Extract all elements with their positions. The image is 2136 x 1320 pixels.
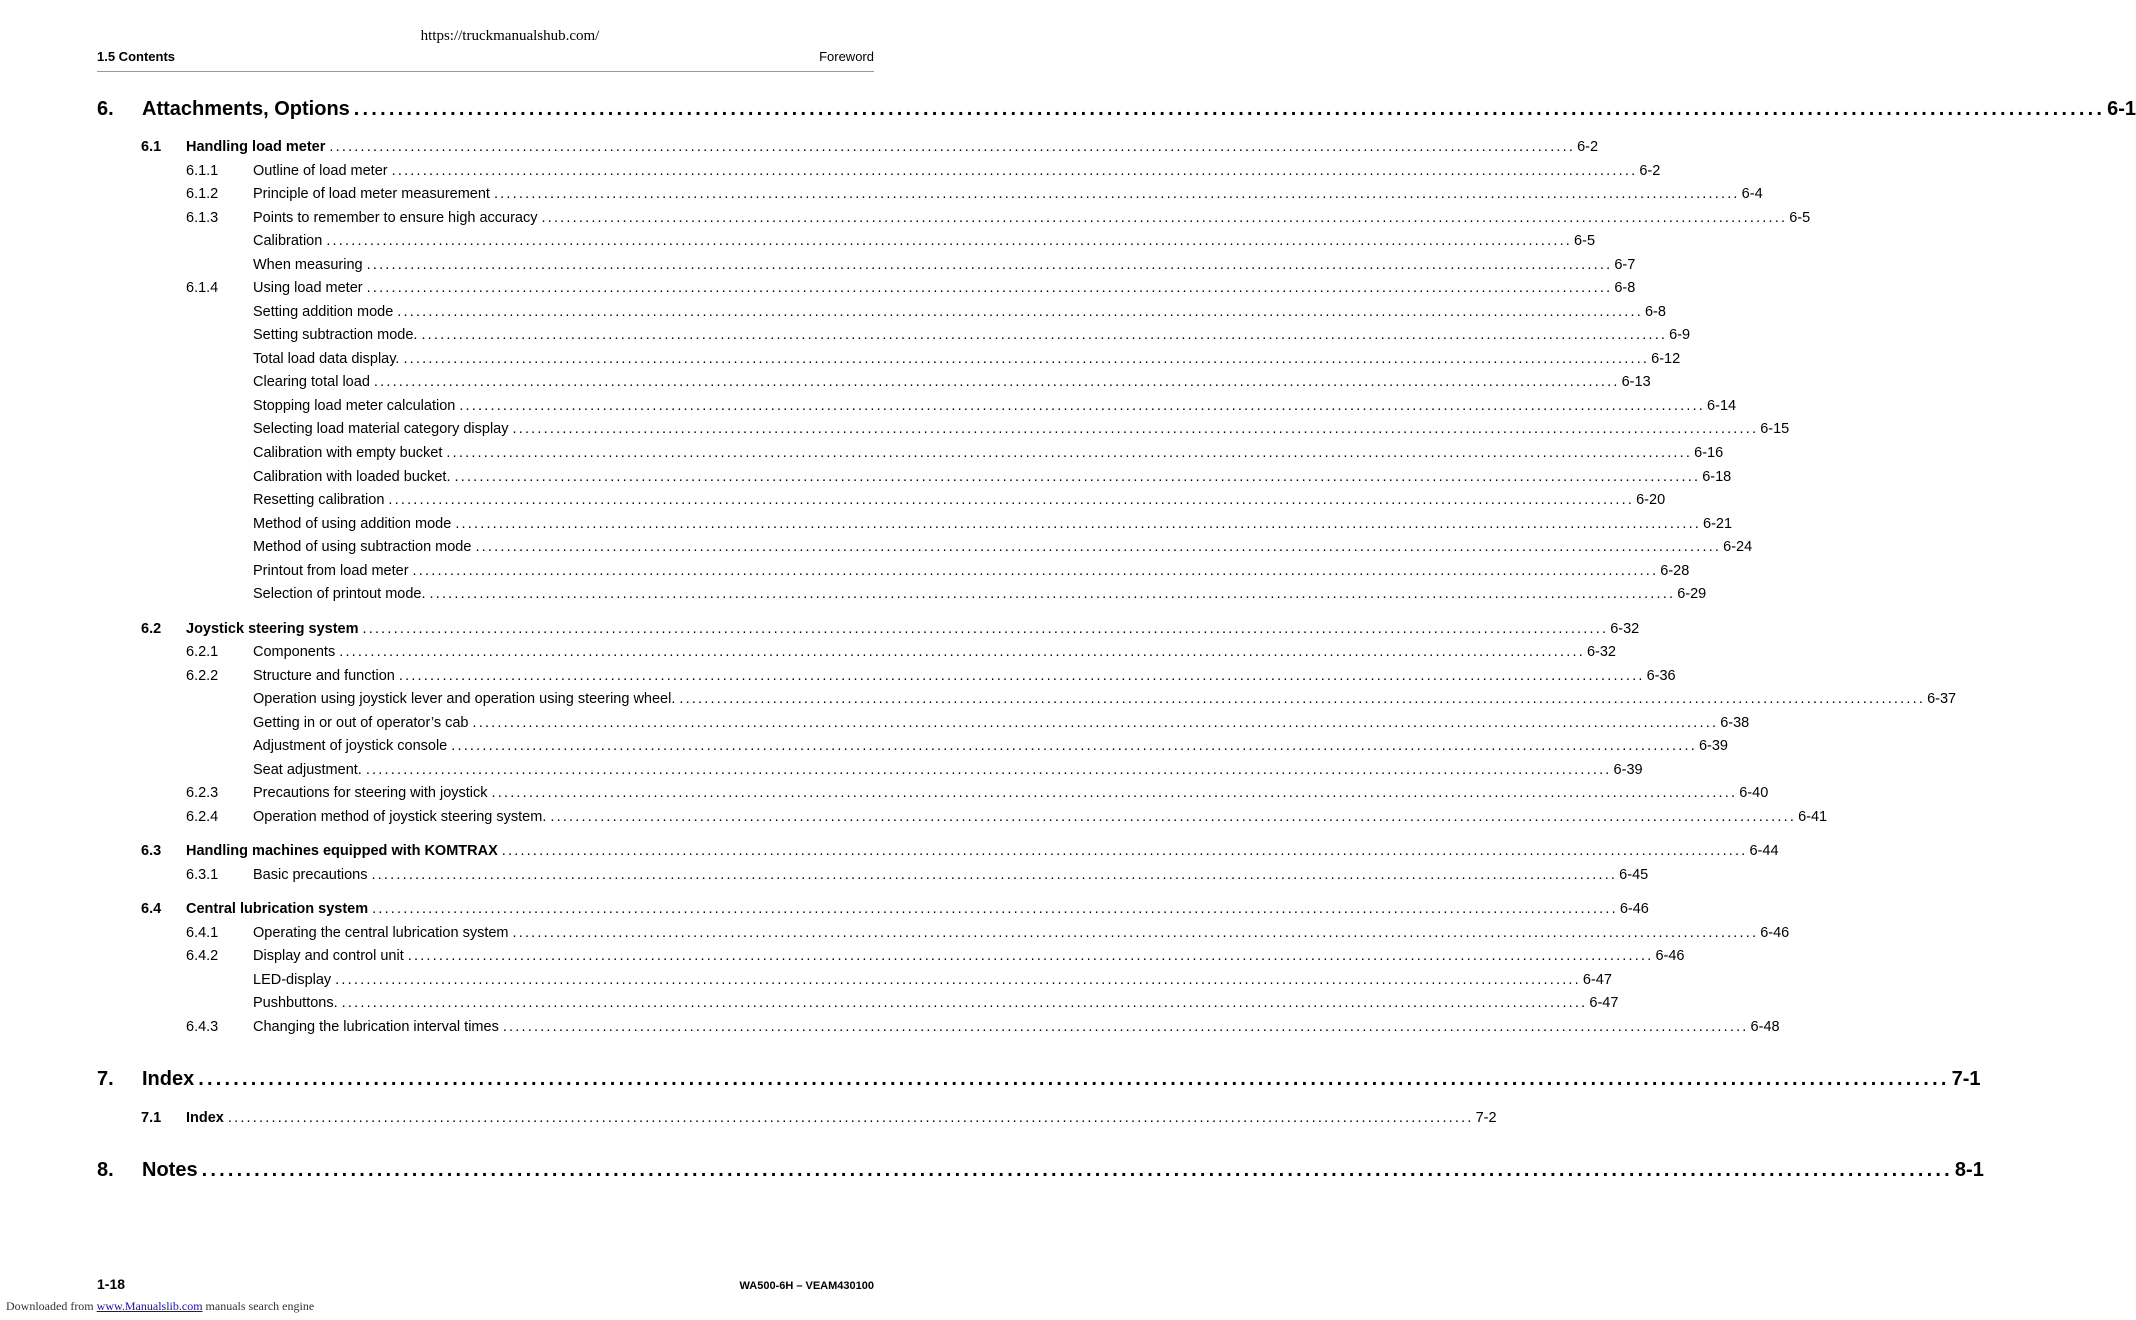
dot-leader: ........................................................................................................................................................................................................ bbox=[335, 972, 1581, 988]
toc-entry-number: 7.1 bbox=[141, 1110, 162, 1126]
toc-entry-page: 6-7 bbox=[1614, 257, 1636, 273]
toc-entry-page: 6-13 bbox=[1621, 374, 1651, 390]
toc-entry-page: 6-46 bbox=[1619, 901, 1649, 917]
dot-leader: ........................................................................................................................................................................................................ bbox=[429, 586, 1676, 602]
toc-entry-title: Display and control unit bbox=[253, 948, 404, 964]
toc-entry-title: Setting addition mode bbox=[253, 304, 394, 320]
toc-entry-title: Resetting calibration bbox=[253, 492, 385, 508]
toc-entry-page: 6-20 bbox=[1636, 492, 1666, 508]
dot-leader: ........................................................................................................................................................................................................ bbox=[371, 867, 1618, 883]
toc-entry[interactable] bbox=[97, 467, 1732, 487]
toc-entry[interactable] bbox=[97, 419, 1790, 439]
toc-entry-title: Calibration with empty bucket bbox=[253, 445, 443, 461]
dot-leader: ........................................................................................................................................................................................................ bbox=[459, 398, 1706, 414]
dot-leader: ........................................................................................................................................................................................................ bbox=[472, 715, 1719, 731]
toc-entry-number: 6.3.1 bbox=[186, 867, 219, 883]
toc-entry-title: Total load data display. bbox=[253, 351, 400, 367]
toc-entry-title: Adjustment of joystick console bbox=[253, 738, 448, 754]
toc-entry-title: Attachments, Options bbox=[142, 98, 350, 120]
dot-leader: ........................................................................................................................................................................................................ bbox=[366, 257, 1613, 273]
toc-entry-page: 6-21 bbox=[1703, 516, 1733, 532]
toc-entry-number: 7. bbox=[97, 1068, 114, 1090]
toc-entry-page: 6-4 bbox=[1741, 186, 1763, 202]
toc-entry-page: 6-48 bbox=[1750, 1019, 1780, 1035]
toc-entry-number: 6.2 bbox=[141, 621, 162, 637]
toc-entry-title: Changing the lubrication interval times bbox=[253, 1019, 499, 1035]
toc-entry[interactable] bbox=[97, 970, 1612, 990]
toc-entry-title: Outline of load meter bbox=[253, 163, 388, 179]
toc-entry[interactable] bbox=[97, 372, 1651, 392]
dot-leader: ........................................................................................................................................................................................................ bbox=[454, 469, 1701, 485]
toc-entry[interactable] bbox=[97, 208, 1811, 228]
toc-entry-page: 6-2 bbox=[1577, 139, 1599, 155]
toc-entry[interactable] bbox=[97, 689, 1957, 709]
toc-entry-title: Notes bbox=[142, 1159, 198, 1181]
toc-entry-title: Index bbox=[186, 1110, 224, 1126]
toc-entry-title: Calibration with loaded bucket. bbox=[253, 469, 451, 485]
toc-entry-number: 6.4.2 bbox=[186, 948, 219, 964]
toc-entry-number: 6.1.3 bbox=[186, 210, 219, 226]
toc-entry-page: 6-41 bbox=[1798, 809, 1828, 825]
toc-entry[interactable] bbox=[97, 184, 1763, 204]
toc-entry-page: 6-9 bbox=[1669, 327, 1691, 343]
toc-entry-title: Pushbuttons. bbox=[253, 995, 338, 1011]
toc-entry-title: Handling machines equipped with KOMTRAX bbox=[186, 843, 498, 859]
toc-entry-number: 6. bbox=[97, 98, 114, 120]
toc-entry-page: 6-36 bbox=[1646, 668, 1676, 684]
dot-leader: ........................................................................................................................................................................................................ bbox=[362, 621, 1609, 637]
toc-entry-title: When measuring bbox=[253, 257, 363, 273]
toc-entry-title: Structure and function bbox=[253, 668, 395, 684]
dot-leader: ........................................................................................................................................................................................................ bbox=[341, 995, 1588, 1011]
toc-entry[interactable] bbox=[97, 137, 1599, 157]
toc-entry-number: 8. bbox=[97, 1159, 114, 1181]
toc-entry-number: 6.4.3 bbox=[186, 1019, 219, 1035]
toc-entry[interactable] bbox=[97, 349, 1681, 369]
toc-entry-page: 6-40 bbox=[1739, 785, 1769, 801]
toc-entry-number: 6.4 bbox=[141, 901, 162, 917]
dot-leader: ........................................................................................................................................................................................................ bbox=[198, 1068, 1950, 1090]
toc-entry[interactable] bbox=[97, 443, 1724, 463]
toc-entry-page: 6-32 bbox=[1610, 621, 1640, 637]
dot-leader: ........................................................................................................................................................................................................ bbox=[397, 304, 1643, 320]
dot-leader: ........................................................................................................................................................................................................ bbox=[398, 668, 1645, 684]
toc-entry-title: LED-display bbox=[253, 972, 332, 988]
toc-entry[interactable] bbox=[97, 713, 1750, 733]
download-suffix: manuals search engine bbox=[205, 1299, 315, 1313]
toc-entry-title: Stopping load meter calculation bbox=[253, 398, 456, 414]
toc-entry[interactable] bbox=[97, 923, 1790, 943]
dot-leader: ........................................................................................................................................................................................................ bbox=[373, 374, 1620, 390]
dot-leader: ........................................................................................................................................................................................................ bbox=[407, 948, 1654, 964]
toc-entry-number: 6.2.4 bbox=[186, 809, 219, 825]
toc-entry-number: 6.2.1 bbox=[186, 644, 219, 660]
toc-entry-number: 6.2.3 bbox=[186, 785, 219, 801]
toc-entry-title: Operation method of joystick steering system. bbox=[253, 809, 547, 825]
page-number: 1-18 bbox=[97, 1276, 126, 1292]
dot-leader: ........................................................................................................................................................................................................ bbox=[412, 563, 1659, 579]
toc-entry-number: 6.2.2 bbox=[186, 668, 219, 684]
toc-entry[interactable] bbox=[97, 666, 1676, 686]
toc-entry[interactable] bbox=[97, 1108, 1497, 1128]
toc-entry[interactable] bbox=[97, 1066, 1981, 1092]
toc-entry[interactable] bbox=[97, 899, 1649, 919]
toc-entry[interactable] bbox=[97, 161, 1661, 181]
toc-entry-title: Getting in or out of operator’s cab bbox=[253, 715, 469, 731]
document-code: WA500-6H – VEAM430100 bbox=[739, 1280, 874, 1292]
toc-entry-title: Printout from load meter bbox=[253, 563, 409, 579]
toc-entry[interactable] bbox=[97, 993, 1619, 1013]
toc-entry-title: Handling load meter bbox=[186, 139, 326, 155]
toc-entry-title: Clearing total load bbox=[253, 374, 370, 390]
toc-entry-page: 6-2 bbox=[1639, 163, 1661, 179]
toc-entry-number: 6.1.4 bbox=[186, 280, 219, 296]
toc-entry-number: 6.3 bbox=[141, 843, 162, 859]
toc-entry-number: 6.1 bbox=[141, 139, 162, 155]
toc-entry-page: 6-14 bbox=[1707, 398, 1737, 414]
toc-entry-page: 7-2 bbox=[1475, 1110, 1497, 1126]
toc-entry-page: 6-39 bbox=[1613, 762, 1643, 778]
toc-entry[interactable] bbox=[97, 584, 1707, 604]
dot-leader: ........................................................................................................................................................................................................ bbox=[512, 421, 1759, 437]
toc-entry[interactable] bbox=[97, 642, 1616, 662]
toc-entry-page: 6-46 bbox=[1655, 948, 1685, 964]
toc-entry-title: Setting subtraction mode. bbox=[253, 327, 418, 343]
toc-entry-title: Precautions for steering with joystick bbox=[253, 785, 488, 801]
toc-entry[interactable] bbox=[97, 231, 1596, 251]
toc-entry-number: 6.4.1 bbox=[186, 925, 219, 941]
toc-entry[interactable] bbox=[97, 841, 1779, 861]
toc-entry-title: Joystick steering system bbox=[186, 621, 359, 637]
toc-entry[interactable] bbox=[97, 325, 1691, 345]
toc-entry-page: 6-15 bbox=[1760, 421, 1790, 437]
toc-entry-page: 6-8 bbox=[1614, 280, 1636, 296]
toc-entry-page: 6-28 bbox=[1660, 563, 1690, 579]
toc-entry-page: 6-32 bbox=[1586, 644, 1616, 660]
toc-entry-number: 6.1.1 bbox=[186, 163, 219, 179]
toc-entry-page: 6-24 bbox=[1723, 539, 1753, 555]
dot-leader: ........................................................................................................................................................................................................ bbox=[365, 762, 1612, 778]
dot-leader: ........................................................................................................................................................................................................ bbox=[403, 351, 1650, 367]
toc-entry-page: 6-47 bbox=[1589, 995, 1619, 1011]
toc-entry-page: 6-39 bbox=[1698, 738, 1728, 754]
dot-leader: ........................................................................................................................................................................................................ bbox=[502, 1019, 1749, 1035]
toc-entry-page: 8-1 bbox=[1954, 1159, 1984, 1181]
toc-entry[interactable] bbox=[97, 514, 1733, 534]
dot-leader: ........................................................................................................................................................................................................ bbox=[491, 785, 1738, 801]
dot-leader: ........................................................................................................................................................................................................ bbox=[451, 738, 1697, 754]
dot-leader: ........................................................................................................................................................................................................ bbox=[339, 644, 1585, 660]
toc-entry[interactable] bbox=[97, 255, 1636, 275]
toc-entry-title: Basic precautions bbox=[253, 867, 368, 883]
toc-entry-title: Index bbox=[142, 1068, 195, 1090]
toc-entry-title: Method of using subtraction mode bbox=[253, 539, 472, 555]
toc-entry-title: Principle of load meter measurement bbox=[253, 186, 490, 202]
toc-entry-title: Operating the central lubrication system bbox=[253, 925, 509, 941]
toc-entry-page: 6-46 bbox=[1760, 925, 1790, 941]
dot-leader: ........................................................................................................................................................................................................ bbox=[391, 163, 1638, 179]
dot-leader: ........................................................................................................................................................................................................ bbox=[446, 445, 1693, 461]
dot-leader: ........................................................................................................................................................................................................ bbox=[475, 539, 1722, 555]
toc-entry[interactable] bbox=[97, 760, 1643, 780]
toc-entry[interactable] bbox=[97, 736, 1728, 756]
toc-entry[interactable] bbox=[97, 396, 1737, 416]
download-note bbox=[6, 1299, 314, 1314]
toc-entry[interactable] bbox=[97, 783, 1769, 803]
dot-leader: ........................................................................................................................................................................................................ bbox=[493, 186, 1740, 202]
toc-entry[interactable] bbox=[97, 807, 1828, 827]
toc-entry-title: Central lubrication system bbox=[186, 901, 369, 917]
dot-leader: ........................................................................................................................................................................................................ bbox=[501, 843, 1748, 859]
dot-leader: ........................................................................................................................................................................................................ bbox=[388, 492, 1635, 508]
dot-leader: ........................................................................................................................................................................................................ bbox=[541, 210, 1788, 226]
toc-entry[interactable] bbox=[97, 1157, 1984, 1183]
toc-entry-title: Method of using addition mode bbox=[253, 516, 452, 532]
dot-leader: ........................................................................................................................................................................................................ bbox=[326, 233, 1573, 249]
toc-entry-page: 6-5 bbox=[1789, 210, 1811, 226]
toc-entry-title: Selection of printout mode. bbox=[253, 586, 426, 602]
toc-entry[interactable] bbox=[97, 1017, 1780, 1037]
toc-entry-title: Calibration bbox=[253, 233, 323, 249]
toc-entry-page: 6-16 bbox=[1694, 445, 1724, 461]
toc-entry-title: Points to remember to ensure high accuracy bbox=[253, 210, 538, 226]
dot-leader: ........................................................................................................................................................................................................ bbox=[366, 280, 1613, 296]
toc-entry-page: 6-38 bbox=[1720, 715, 1750, 731]
download-prefix: Downloaded from bbox=[6, 1299, 94, 1313]
toc-entry-page: 6-8 bbox=[1644, 304, 1666, 320]
toc-entry-page: 6-18 bbox=[1702, 469, 1732, 485]
toc-entry[interactable] bbox=[97, 490, 1666, 510]
dot-leader: ........................................................................................................................................................................................................ bbox=[201, 1159, 1953, 1181]
toc-entry[interactable] bbox=[97, 619, 1640, 639]
toc-entry[interactable] bbox=[97, 946, 1685, 966]
source-url: https://truckmanualshub.com/ bbox=[420, 28, 600, 44]
header-chapter-label: Foreword bbox=[819, 49, 874, 64]
toc-entry-number: 6.1.2 bbox=[186, 186, 219, 202]
header-section-label: 1.5 Contents bbox=[97, 49, 176, 64]
toc-entry-page: 7-1 bbox=[1951, 1068, 1981, 1090]
dot-leader: ........................................................................................................................................................................................................ bbox=[372, 901, 1618, 917]
toc-entry[interactable] bbox=[97, 537, 1753, 557]
toc-entry-title: Using load meter bbox=[253, 280, 363, 296]
toc-entry-page: 6-44 bbox=[1749, 843, 1779, 859]
toc-entry-page: 6-12 bbox=[1651, 351, 1681, 367]
toc-entry[interactable] bbox=[97, 865, 1649, 885]
toc-entry-page: 6-45 bbox=[1619, 867, 1649, 883]
dot-leader: ........................................................................................................................................................................................................ bbox=[512, 925, 1759, 941]
dot-leader: ........................................................................................................................................................................................................ bbox=[679, 691, 1926, 707]
toc-entry[interactable] bbox=[97, 278, 1636, 298]
toc-entry-title: Components bbox=[253, 644, 336, 660]
dot-leader: ........................................................................................................................................................................................................ bbox=[421, 327, 1668, 343]
toc-entry-page: 6-5 bbox=[1574, 233, 1596, 249]
toc-entry-title: Operation using joystick lever and operation using steering wheel. bbox=[253, 691, 676, 707]
dot-leader: ........................................................................................................................................................................................................ bbox=[550, 809, 1797, 825]
dot-leader: ........................................................................................................................................................................................................ bbox=[455, 516, 1702, 532]
manualslib-link[interactable]: www.Manualslib.com bbox=[96, 1299, 203, 1313]
toc-entry[interactable] bbox=[97, 302, 1666, 322]
toc-entry-page: 6-47 bbox=[1582, 972, 1612, 988]
toc-entry-page: 6-29 bbox=[1677, 586, 1707, 602]
dot-leader: ........................................................................................................................................................................................................ bbox=[227, 1110, 1474, 1126]
toc-entry-page: 6-37 bbox=[1927, 691, 1957, 707]
toc-entry-title: Selecting load material category display bbox=[253, 421, 509, 437]
dot-leader: ........................................................................................................................................................................................................ bbox=[353, 98, 2106, 120]
toc-entry-page: 6-1 bbox=[2107, 98, 2136, 120]
dot-leader: ........................................................................................................................................................................................................ bbox=[329, 139, 1576, 155]
toc-entry[interactable] bbox=[97, 96, 2136, 122]
toc-entry-title: Seat adjustment. bbox=[253, 762, 362, 778]
toc-entry[interactable] bbox=[97, 561, 1690, 581]
